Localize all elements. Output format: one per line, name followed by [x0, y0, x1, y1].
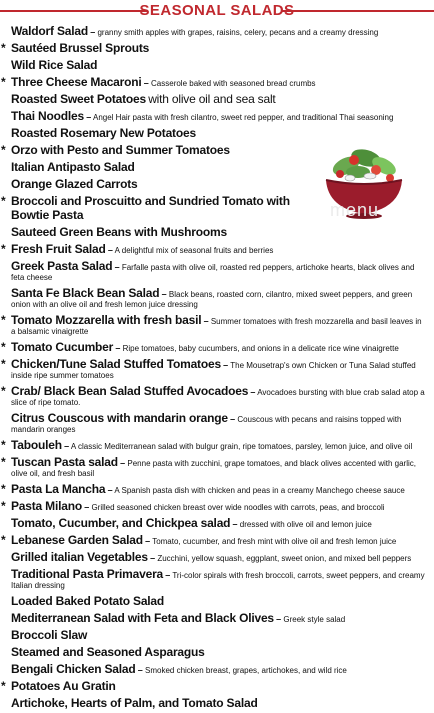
menu-item-description: Couscous with pecans and raisins topped with mandarin oranges [11, 415, 402, 434]
menu-item-description: Zucchini, yellow squash, eggplant, sweet onion, and mixed bell peppers [157, 554, 412, 563]
menu-item [0, 482, 434, 496]
menu-item [0, 662, 434, 676]
menu-item-description: Avocadoes bursting with blue crab salad atop a slice of ripe tomato. [11, 388, 425, 407]
dash-separator: – [90, 27, 96, 37]
menu-item [0, 628, 434, 642]
menu-item-name: Greek Pasta Salad [11, 259, 113, 273]
menu-item-name: Tuscan Pasta salad [11, 455, 118, 469]
menu-item-name: Santa Fe Black Bean Salad [11, 286, 160, 300]
menu-item-name: Crab/ Black Bean Salad Stuffed Avocadoes [11, 384, 249, 398]
menu-item-name: Three Cheese Macaroni [11, 75, 142, 89]
menu-item [0, 516, 434, 530]
menu-item-description: A classic Mediterranean salad with bulgur grain, ripe tomatoes, parsley, lemon juice, and olive oil [70, 442, 413, 451]
menu-item-name: Steamed and Seasoned Asparagus [11, 645, 205, 659]
menu-item [0, 679, 434, 693]
dash-separator: – [114, 262, 120, 272]
menu-item-name: Mediterranean Salad with Feta and Black Olives [11, 611, 274, 625]
dash-separator: – [232, 519, 238, 529]
menu-item [0, 286, 434, 310]
menu-item-name: Waldorf Salad [11, 24, 88, 38]
menu-item-list [0, 24, 434, 713]
menu-item-name: Broccoli and Proscuitto and Sundried Tomato with Bowtie Pasta [11, 194, 290, 222]
menu-item-description: Farfalle pasta with olive oil, roasted red peppers, artichoke hearts, black olives and feta cheese [11, 263, 415, 282]
dash-separator: – [107, 485, 113, 495]
menu-item [0, 242, 434, 256]
menu-item-name: Tomato Cucumber [11, 340, 114, 354]
star-marker: * [1, 194, 6, 208]
menu-item-name: Citrus Couscous with mandarin orange [11, 411, 228, 425]
menu-item-name: Broccoli Slaw [11, 628, 88, 642]
menu-item-description: Summer tomatoes with fresh mozzarella and basil leaves in a balsamic vinaigrette [11, 317, 422, 336]
star-marker: * [1, 384, 6, 398]
star-marker: * [1, 41, 6, 55]
menu-item-name: Roasted Rosemary New Potatoes [11, 126, 196, 140]
menu-item-name: Artichoke, Hearts of Palm, and Tomato Salad [11, 696, 258, 710]
dash-separator: – [64, 441, 70, 451]
star-marker: * [1, 438, 6, 452]
menu-item-description: granny smith apples with grapes, raisins, celery, pecans and a creamy dressing [97, 28, 379, 37]
section-header [0, 0, 434, 22]
menu-item-name: Thai Noodles [11, 109, 84, 123]
menu-item-name: Orzo with Pesto and Summer Tomatoes [11, 143, 230, 157]
dash-separator: – [250, 387, 256, 397]
dash-separator: – [107, 245, 113, 255]
menu-item-description: Tri-color spirals with fresh broccoli, carrots, sweet peppers, and creamy Italian dressing [11, 571, 425, 590]
menu-item-description: dressed with olive oil and lemon juice [239, 520, 372, 529]
star-marker: * [1, 499, 6, 513]
dash-separator: – [165, 570, 171, 580]
menu-item-description: Greek style salad [283, 615, 346, 624]
menu-item-name: Pasta Milano [11, 499, 82, 513]
star-marker: * [1, 482, 6, 496]
watermark: menu [330, 200, 380, 220]
dash-separator: – [161, 289, 167, 299]
menu-item-description: Ripe tomatoes, baby cucumbers, and onions in a delicate rice wine vinaigrette [122, 344, 399, 353]
dash-separator: – [143, 78, 149, 88]
menu-item-description: Smoked chicken breast, grapes, artichokes, and wild rice [145, 666, 347, 675]
menu-item-name: Fresh Fruit Salad [11, 242, 106, 256]
menu-item [0, 340, 434, 354]
dash-separator: – [230, 414, 236, 424]
star-marker: * [1, 455, 6, 469]
menu-item [0, 143, 309, 157]
menu-item [0, 177, 309, 191]
menu-item-name: Chicken/Tune Salad Stuffed Tomatoes [11, 357, 221, 371]
menu-item [0, 75, 434, 89]
menu-item [0, 313, 434, 337]
menu-item [0, 533, 434, 547]
menu-item-name: Bengali Chicken Salad [11, 662, 136, 676]
menu-item-description: with olive oil and sea salt [148, 92, 276, 106]
star-marker: * [1, 242, 6, 256]
menu-item-description: Casserole baked with seasoned bread crumbs [151, 79, 316, 88]
menu-item [0, 41, 434, 55]
menu-item [0, 567, 434, 591]
star-marker: * [1, 533, 6, 547]
menu-item [0, 550, 434, 564]
menu-item-name: Roasted Sweet Potatoes [11, 92, 146, 106]
star-marker: * [1, 340, 6, 354]
menu-item [0, 109, 434, 123]
dash-separator: – [145, 536, 151, 546]
menu-item [0, 611, 434, 625]
menu-item [0, 58, 434, 72]
dash-separator: – [203, 316, 209, 326]
dash-separator: – [223, 360, 229, 370]
star-marker: * [1, 357, 6, 371]
star-marker: * [1, 143, 6, 157]
menu-item-description: Angel Hair pasta with fresh cilantro, sweet red pepper, and traditional Thai seasoning [92, 113, 394, 122]
menu-item-name: Wild Rice Salad [11, 58, 98, 72]
menu-item-name: Orange Glazed Carrots [11, 177, 138, 191]
menu-item-name: Sautéed Brussel Sprouts [11, 41, 150, 55]
menu-item [0, 357, 434, 381]
star-marker: * [1, 75, 6, 89]
menu-item [0, 455, 434, 479]
menu-item-name: Lebanese Garden Salad [11, 533, 143, 547]
menu-item [0, 645, 434, 659]
menu-item-description: A Spanish pasta dish with chicken and peas in a creamy Manchego cheese sauce [114, 486, 405, 495]
menu-item-name: Pasta La Mancha [11, 482, 106, 496]
menu-item-name: Traditional Pasta Primavera [11, 567, 164, 581]
menu-item-description: The Mousetrap's own Chicken or Tuna Salad stuffed inside ripe summer tomatoes [11, 361, 416, 380]
menu-item [0, 160, 309, 174]
menu-item-description: A delightful mix of seasonal fruits and berries [114, 246, 274, 255]
menu-item [0, 194, 309, 222]
menu-item [0, 696, 434, 710]
dash-separator: – [115, 343, 121, 353]
dash-separator: – [120, 458, 126, 468]
dash-separator: – [86, 112, 92, 122]
dash-separator: – [137, 665, 143, 675]
menu-item-name: Italian Antipasto Salad [11, 160, 135, 174]
menu-item-name: Loaded Baked Potato Salad [11, 594, 165, 608]
menu-item-name: Grilled italian Vegetables [11, 550, 148, 564]
menu-item-name: Potatoes Au Gratin [11, 679, 116, 693]
menu-item [0, 499, 434, 513]
menu-item [0, 411, 434, 435]
menu-item-description: Black beans, roasted corn, cilantro, mixed sweet peppers, and green onion with an olive oil and fresh lemon juice dressing [11, 290, 413, 309]
menu-item-name: Tomato Mozzarella with fresh basil [11, 313, 202, 327]
menu-item-description: Penne pasta with zucchini, grape tomatoes, and black olives accented with garlic, olive oil, and fresh basil [11, 459, 416, 478]
dash-separator: – [84, 502, 90, 512]
section-title: SEASONAL SALADS [139, 2, 295, 19]
star-marker: * [1, 313, 6, 327]
menu-item-description: Tomato, cucumber, and fresh mint with olive oil and fresh lemon juice [152, 537, 397, 546]
menu-item-description: Grilled seasoned chicken breast over wide noodles with carrots, peas, and broccoli [91, 503, 385, 512]
menu-item [0, 259, 434, 283]
star-marker: * [1, 679, 6, 693]
menu-item [0, 438, 434, 452]
menu-item [0, 594, 434, 608]
menu-item-name: Sauteed Green Beans with Mushrooms [11, 225, 227, 239]
menu-item-name: Tabouleh [11, 438, 62, 452]
menu-item [0, 225, 434, 239]
dash-separator: – [276, 614, 282, 624]
menu-item-name: Tomato, Cucumber, and Chickpea salad [11, 516, 231, 530]
menu-item [0, 92, 434, 106]
menu-item [0, 384, 434, 408]
dash-separator: – [150, 553, 156, 563]
menu-item [0, 24, 434, 38]
